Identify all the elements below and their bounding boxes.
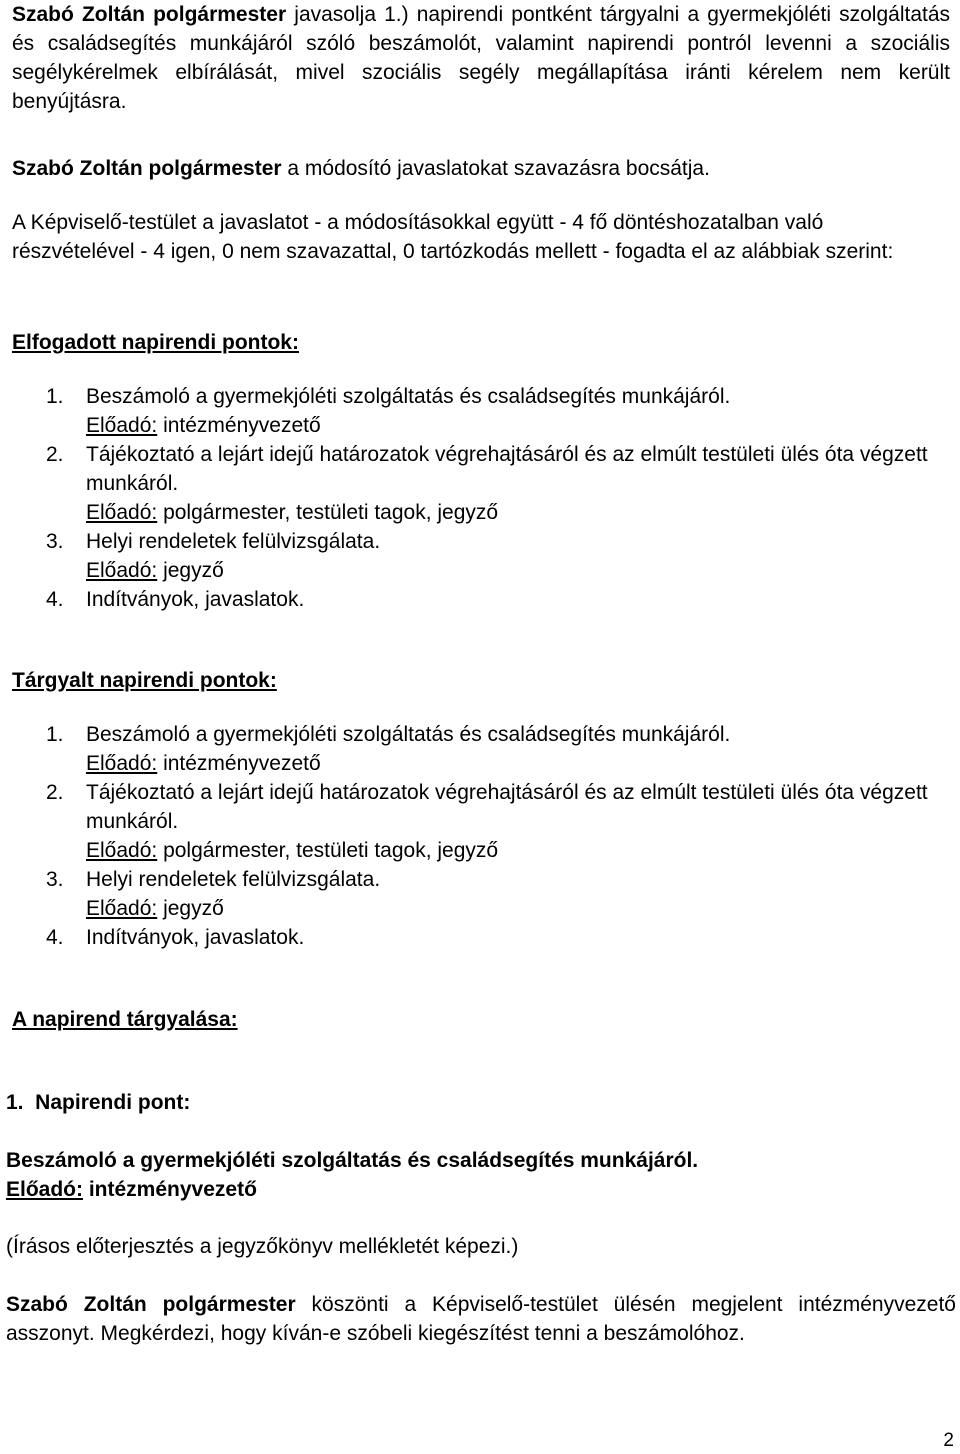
point-note: (Írásos előterjesztés a jegyzőkönyv mellékletét képezi.)	[6, 1235, 519, 1258]
point-heading: 1. Napirendi pont:	[6, 1091, 191, 1114]
discussed-item-2	[46, 778, 946, 836]
adopted-list	[46, 382, 946, 614]
presenter-label: Előadó:	[6, 1178, 83, 1201]
item-title: Tájékoztató a lejárt idejű határozatok végrehajtásáról és az elmúlt testületi ülés óta végzett munkáról.	[86, 443, 928, 495]
item-number: 1.	[46, 723, 64, 746]
item-number: 2.	[46, 781, 64, 804]
discussed-presenter-1	[46, 749, 946, 778]
adopted-item-2	[46, 440, 946, 498]
presenter-label: Előadó:	[86, 414, 158, 437]
intro-paragraph	[12, 0, 950, 116]
item-title: Indítványok, javaslatok.	[86, 588, 305, 611]
vote-call-text: a módosító javaslatokat szavazásra bocsátja.	[287, 157, 710, 180]
presenter-label: Előadó:	[86, 559, 158, 582]
discussed-presenter-3	[46, 894, 946, 923]
item-title: Helyi rendeletek felülvizsgálata.	[86, 530, 381, 553]
item-title: Indítványok, javaslatok.	[86, 926, 305, 949]
presenter-name: polgármester, testületi tagok, jegyző	[163, 501, 499, 524]
item-number: 3.	[46, 868, 64, 891]
presenter-name: jegyző	[163, 559, 224, 582]
item-title: Beszámoló a gyermekjóléti szolgáltatás és családsegítés munkájáról.	[86, 723, 731, 746]
presenter-name: intézményvezető	[163, 752, 321, 775]
presenter-name: jegyző	[163, 897, 224, 920]
adopted-presenter-2	[46, 498, 946, 527]
adopted-heading: Elfogadott napirendi pontok:	[12, 331, 299, 354]
intro-speaker: Szabó Zoltán polgármester	[12, 3, 287, 26]
item-title: Helyi rendeletek felülvizsgálata.	[86, 868, 381, 891]
discussed-presenter-2	[46, 836, 946, 865]
point-text: köszönti a Képviselő-testület ülésén megjelent intézményvezető asszonyt. Megkérdezi, hogy kíván-e szóbeli kiegészítést tenni a beszámolóhoz.	[6, 1293, 956, 1345]
discussed-item-1	[46, 720, 946, 749]
point-presenter	[6, 1175, 956, 1204]
item-number: 3.	[46, 530, 64, 553]
presenter-label: Előadó:	[86, 752, 158, 775]
agenda-heading: A napirend tárgyalása:	[12, 1008, 238, 1031]
vote-call-paragraph	[12, 154, 950, 183]
item-title: Beszámoló a gyermekjóléti szolgáltatás és családsegítés munkájáról.	[86, 385, 731, 408]
item-number: 2.	[46, 443, 64, 466]
vote-call-speaker: Szabó Zoltán polgármester	[12, 157, 282, 180]
adopted-item-3	[46, 527, 946, 556]
resolution-paragraph: A Képviselő-testület a javaslatot - a módosításokkal együtt - 4 fő döntéshozatalban való részvételével - 4 igen, 0 nem szavazattal, 0 tartózkodás mellett - fogadta el az alábbiak szerint:	[12, 211, 894, 263]
presenter-label: Előadó:	[86, 501, 158, 524]
adopted-presenter-1	[46, 411, 946, 440]
point-speaker: Szabó Zoltán polgármester	[6, 1293, 296, 1316]
presenter-name: intézményvezető	[88, 1178, 257, 1201]
adopted-item-4	[46, 585, 946, 614]
discussed-heading: Tárgyalt napirendi pontok:	[12, 669, 277, 692]
item-title: Tájékoztató a lejárt idejű határozatok végrehajtásáról és az elmúlt testületi ülés óta végzett munkáról.	[86, 781, 928, 833]
item-number: 4.	[46, 588, 64, 611]
presenter-label: Előadó:	[86, 897, 158, 920]
discussed-item-3	[46, 865, 946, 894]
item-number: 1.	[46, 385, 64, 408]
discussed-list	[46, 720, 946, 952]
presenter-name: intézményvezető	[163, 414, 321, 437]
point-paragraph	[6, 1290, 956, 1348]
item-number: 4.	[46, 926, 64, 949]
presenter-label: Előadó:	[86, 839, 158, 862]
adopted-item-1	[46, 382, 946, 411]
point-title: Beszámoló a gyermekjóléti szolgáltatás és családsegítés munkájáról.	[6, 1149, 699, 1172]
adopted-presenter-3	[46, 556, 946, 585]
discussed-item-4	[46, 923, 946, 952]
presenter-name: polgármester, testületi tagok, jegyző	[163, 839, 499, 862]
page-number: 2	[943, 1430, 954, 1451]
intro-text: javasolja 1.) napirendi pontként tárgyalni a gyermekjóléti szolgáltatás és családsegítés munkájáról szóló beszámolót, valamint napirendi pontról levenni a szociális segélykérelmek elbírálását, mivel szociális segély megállapítása iránti kérelem nem került benyújtásra.	[12, 3, 951, 113]
